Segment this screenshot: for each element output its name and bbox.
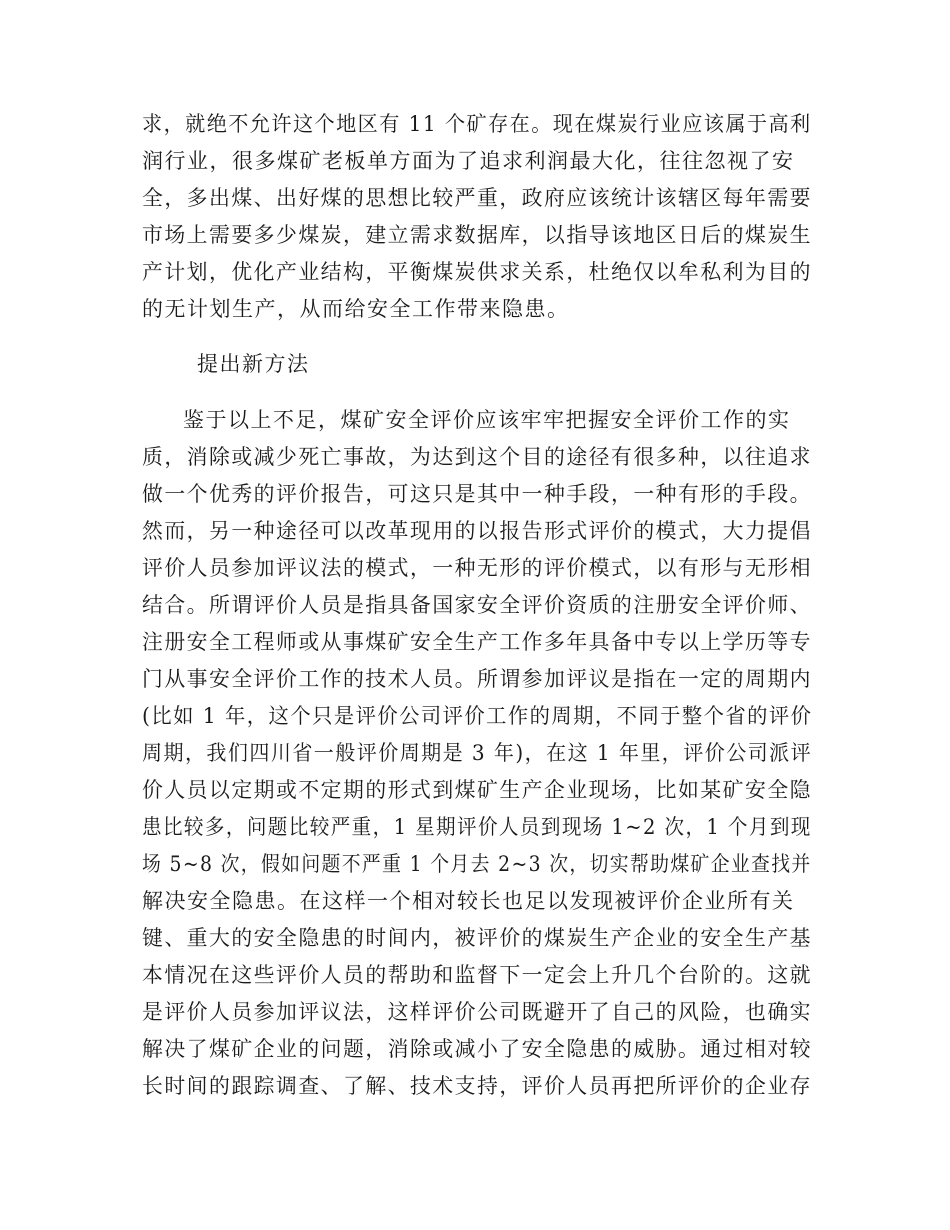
paragraph-line: 解决了煤矿企业的问题，消除或减小了安全隐患的威胁。通过相对较 <box>142 1037 812 1061</box>
paragraph-line: 是评价人员参加评议法，这样评价公司既避开了自己的风险，也确实 <box>142 1000 812 1024</box>
paragraph-line: 患比较多，问题比较严重，1 星期评价人员到现场 1~2 次，1 个月到现 <box>142 815 812 839</box>
paragraph-line: 求，就绝不允许这个地区有 11 个矿存在。现在煤炭行业应该属于高利 <box>142 112 812 136</box>
paragraph-line: 长时间的跟踪调查、了解、技术支持，评价人员再把所评价的企业存 <box>142 1074 812 1098</box>
paragraph-line: 键、重大的安全隐患的时间内，被评价的煤炭生产企业的安全生产基 <box>142 926 812 950</box>
paragraph-line: 本情况在这些评价人员的帮助和监督下一定会上升几个台阶的。这就 <box>142 963 812 987</box>
paragraph-line: 市场上需要多少煤炭，建立需求数据库，以指导该地区日后的煤炭生 <box>142 223 812 247</box>
paragraph-line: 鉴于以上不足，煤矿安全评价应该牢牢把握安全评价工作的实 <box>183 408 791 432</box>
paragraph-line: 质，消除或减少死亡事故，为达到这个目的途径有很多种，以往追求 <box>142 445 812 469</box>
paragraph-line: 价人员以定期或不定期的形式到煤矿生产企业现场，比如某矿安全隐 <box>142 778 812 802</box>
paragraph-line: 评价人员参加评议法的模式，一种无形的评价模式，以有形与无形相 <box>142 556 812 580</box>
paragraph-line: 周期，我们四川省一般评价周期是 3 年)，在这 1 年里，评价公司派评 <box>142 741 813 765</box>
section-heading: 提出新方法 <box>197 352 310 376</box>
paragraph-line: 的无计划生产，从而给安全工作带来隐患。 <box>142 297 570 321</box>
paragraph-line: 润行业，很多煤矿老板单方面为了追求利润最大化，往往忽视了安 <box>142 149 795 173</box>
paragraph-line: 解决安全隐患。在这样一个相对较长也足以发现被评价企业所有关 <box>142 889 795 913</box>
paragraph-line: 做一个优秀的评价报告，可这只是其中一种手段，一种有形的手段。 <box>142 482 812 506</box>
paragraph-line: 然而，另一种途径可以改革现用的以报告形式评价的模式，大力提倡 <box>142 519 812 543</box>
paragraph-line: 全，多出煤、出好煤的思想比较严重，政府应该统计该辖区每年需要 <box>142 186 812 210</box>
paragraph-line: 注册安全工程师或从事煤矿安全生产工作多年具备中专以上学历等专 <box>142 630 812 654</box>
paragraph-line: 产计划，优化产业结构，平衡煤炭供求关系，杜绝仅以牟私利为目的 <box>142 260 812 284</box>
paragraph-line: 门从事安全评价工作的技术人员。所谓参加评议是指在一定的周期内 <box>142 667 812 691</box>
paragraph-line: (比如 1 年，这个只是评价公司评价工作的周期，不同于整个省的评价 <box>142 704 813 728</box>
paragraph-line: 结合。所谓评价人员是指具备国家安全评价资质的注册安全评价师、 <box>142 593 812 617</box>
paragraph-line: 场 5~8 次，假如问题不严重 1 个月去 2~3 次，切实帮助煤矿企业查找并 <box>142 852 812 876</box>
